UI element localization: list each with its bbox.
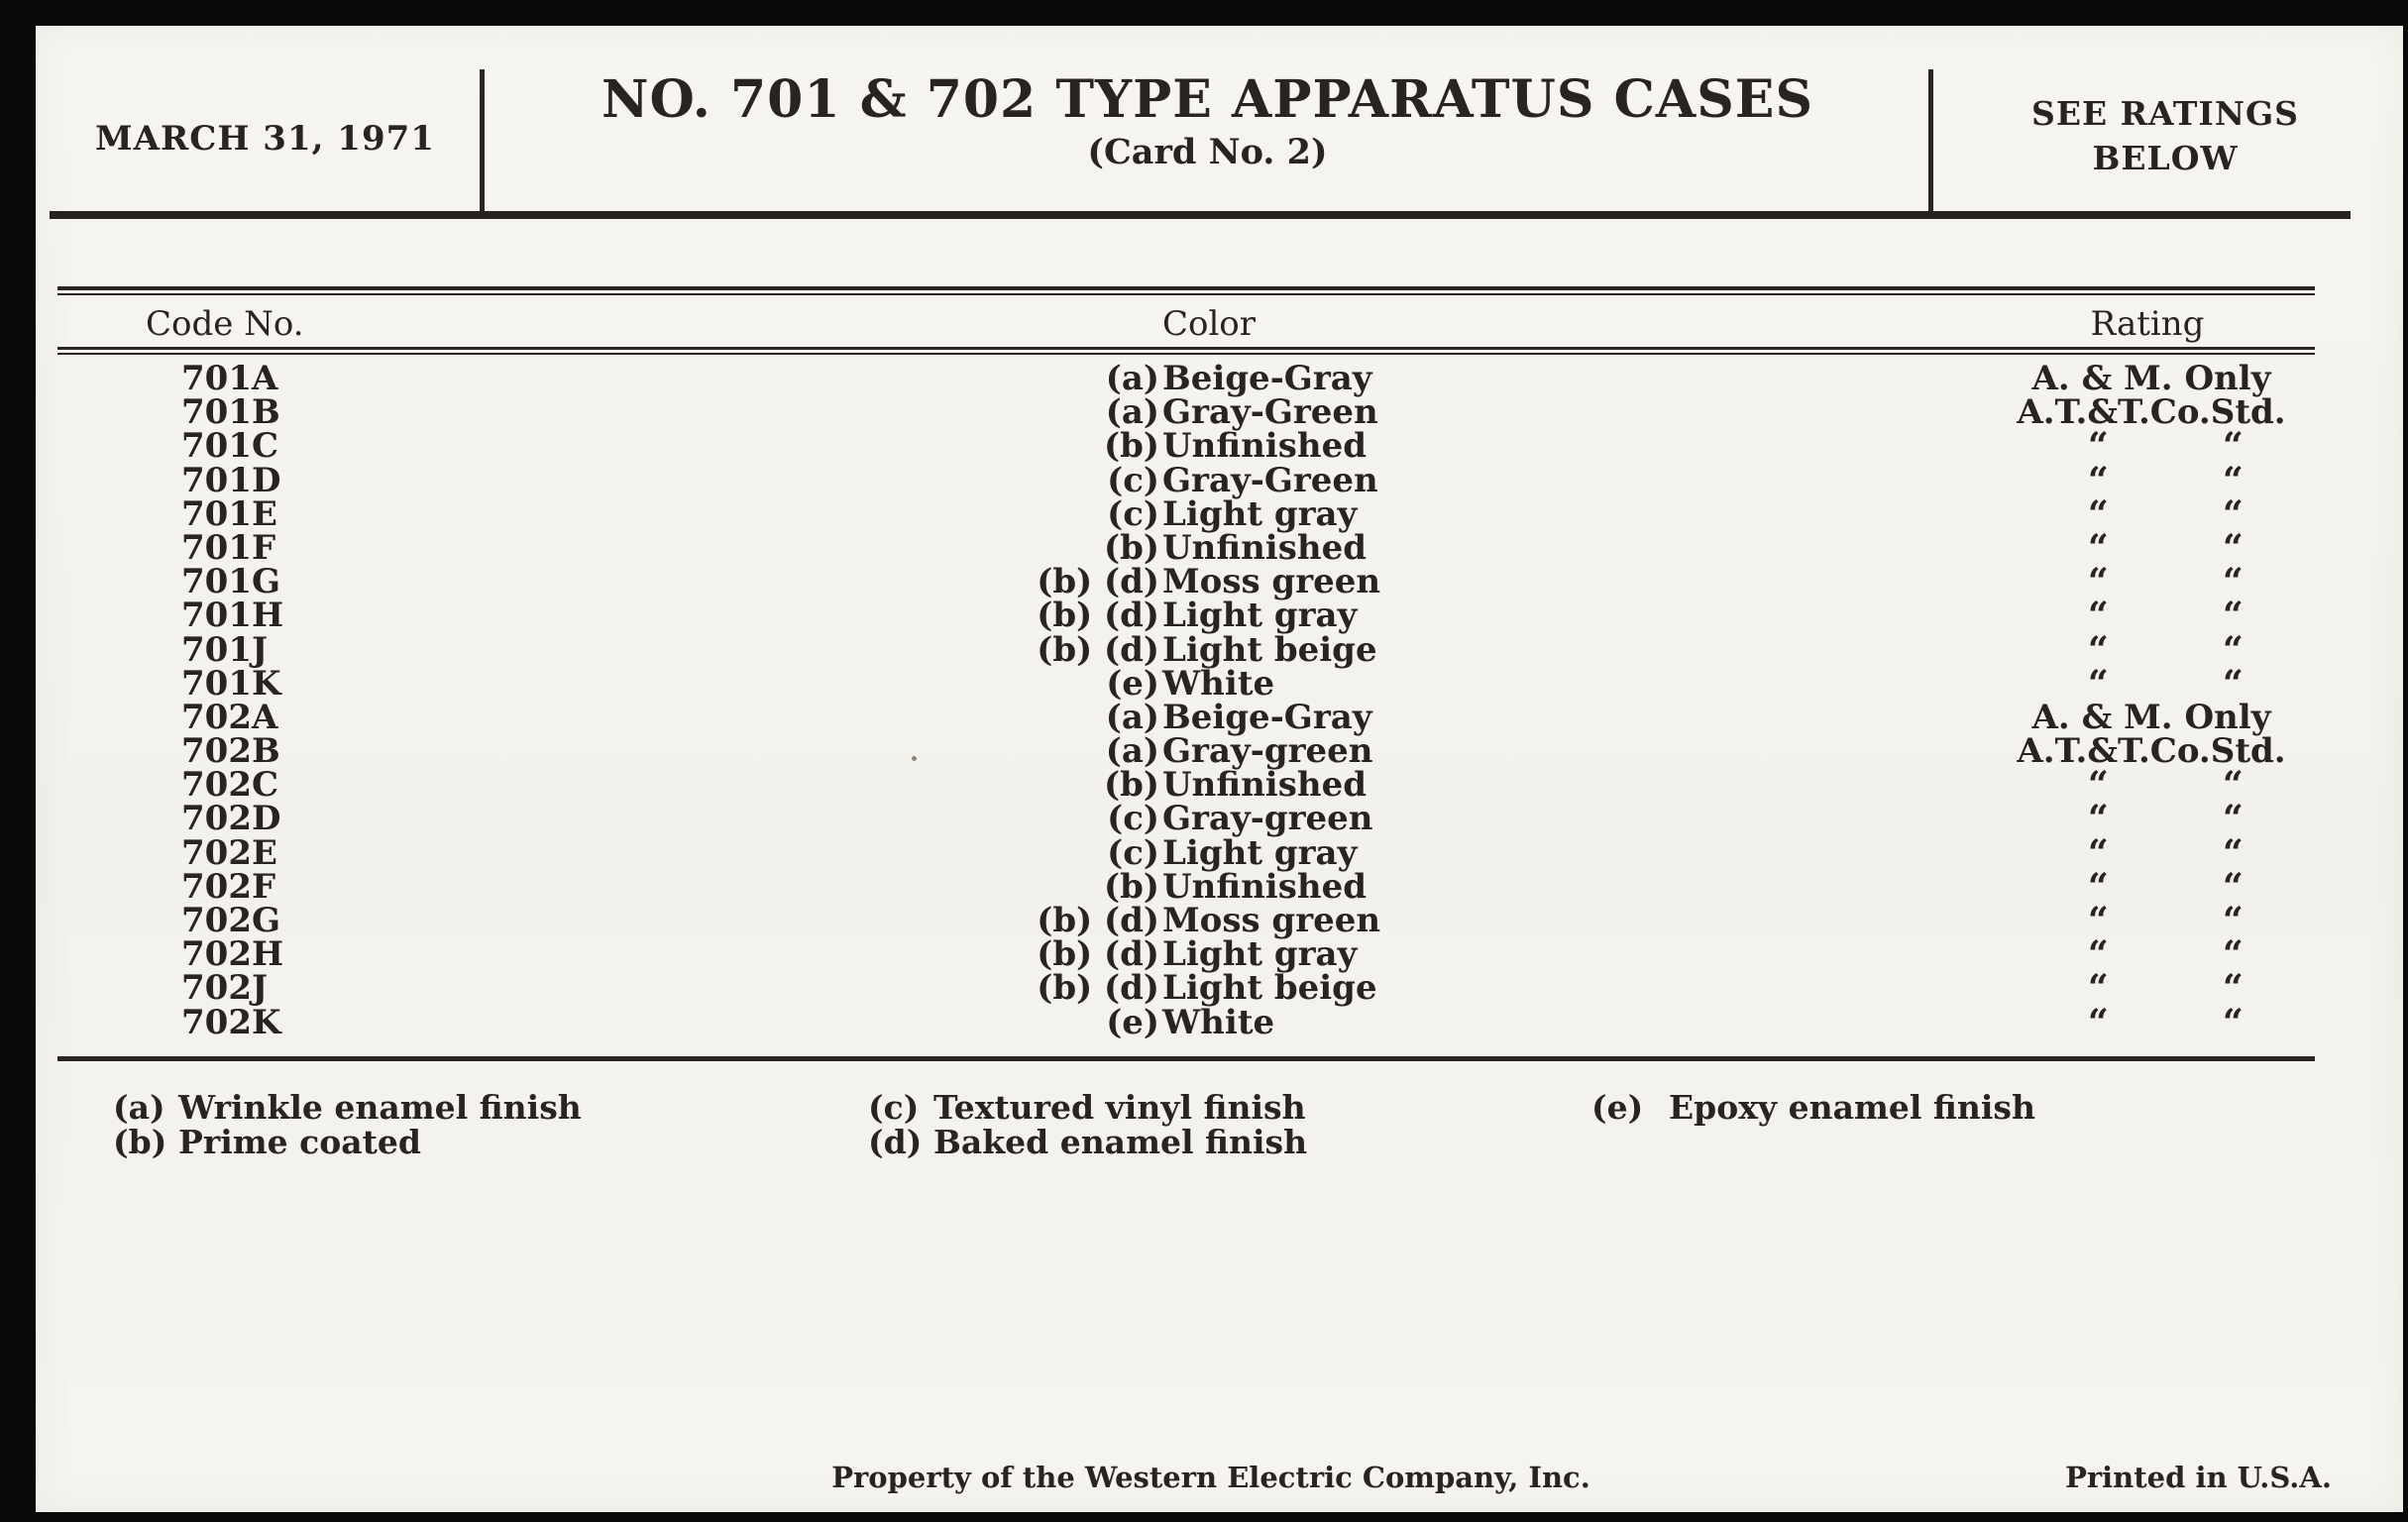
- ditto-mark: “: [2223, 1001, 2244, 1043]
- catalog-card: [36, 26, 2403, 1512]
- code-cell: 701H: [181, 596, 284, 636]
- header-rule: [50, 211, 2351, 219]
- color-cell: Gray-Green: [1162, 460, 1378, 500]
- footnote: [868, 1125, 1307, 1159]
- color-cell: Moss green: [1162, 901, 1381, 940]
- table-row: [36, 967, 2403, 1010]
- footnote: [1591, 1090, 2035, 1125]
- finish-key-cell: (c): [1107, 799, 1159, 839]
- color-cell: Gray-Green: [1162, 392, 1378, 433]
- ditto-mark: “: [2088, 1001, 2109, 1043]
- footnote-text: Epoxy enamel finish: [1669, 1088, 2035, 1127]
- code-cell: 701K: [181, 663, 281, 704]
- table-row: [36, 900, 2403, 941]
- color-cell: Moss green: [1162, 562, 1381, 602]
- color-cell: Beige-Gray: [1162, 697, 1372, 737]
- finish-key-cell: (e): [1106, 1002, 1159, 1042]
- color-cell: Unfinished: [1162, 765, 1367, 806]
- footnote-column-2: [868, 1090, 1307, 1159]
- code-cell: 702D: [181, 799, 281, 839]
- finish-key-cell: (c): [1107, 493, 1159, 534]
- ditto-mark: “: [2223, 628, 2244, 671]
- finish-key-cell: (b) (d): [1037, 596, 1159, 636]
- finish-key-cell: (a): [1105, 392, 1159, 433]
- footnote-key: (e): [1591, 1088, 1644, 1127]
- finish-key-cell: (b) (d): [1037, 968, 1159, 1009]
- footer-printed-in: Printed in U.S.A.: [2065, 1461, 2332, 1494]
- column-header-color: Color: [1161, 304, 1257, 344]
- footnote-column-1: [113, 1090, 582, 1159]
- footnote: [113, 1090, 582, 1125]
- table-top-rule: [57, 286, 2315, 295]
- finish-key-cell: (b) (d): [1037, 629, 1159, 670]
- ditto-mark: “: [2088, 595, 2109, 637]
- footnote-text: Textured vinyl finish: [933, 1088, 1306, 1127]
- color-cell: Light gray: [1162, 934, 1358, 975]
- ditto-mark: “: [2223, 798, 2244, 840]
- finish-key-cell: (b) (d): [1037, 934, 1159, 975]
- finish-key-cell: (a): [1105, 697, 1159, 737]
- ditto-mark: “: [2088, 459, 2109, 501]
- finish-key-cell: (e): [1106, 663, 1159, 704]
- color-cell: Unfinished: [1162, 866, 1367, 907]
- ditto-mark: “: [2088, 764, 2109, 807]
- footnote: [113, 1125, 582, 1159]
- table-body: [36, 359, 2403, 1043]
- code-cell: 702K: [181, 1002, 281, 1042]
- ditto-mark: “: [2088, 561, 2109, 603]
- color-cell: Light gray: [1162, 493, 1358, 534]
- ditto-mark: “: [2223, 425, 2244, 468]
- table-row: [36, 561, 2403, 603]
- code-cell: 701C: [181, 426, 279, 467]
- code-cell: 701G: [181, 562, 281, 602]
- code-cell: 701B: [181, 392, 280, 433]
- ratings-note: [1933, 91, 2397, 180]
- ratings-note-line2: BELOW: [2092, 139, 2239, 177]
- code-cell: 702F: [181, 866, 276, 907]
- ditto-mark: “: [2223, 967, 2244, 1010]
- code-cell: 701D: [181, 460, 281, 500]
- code-cell: 702H: [181, 934, 284, 975]
- table-row: [36, 697, 2403, 737]
- color-cell: Light beige: [1162, 629, 1377, 670]
- color-cell: Light gray: [1162, 832, 1358, 873]
- footnote: [868, 1090, 1307, 1125]
- rating-cell: A. & M. Only: [2031, 697, 2271, 737]
- finish-key-cell: (b) (d): [1037, 901, 1159, 940]
- table-header: [36, 306, 2403, 342]
- ditto-mark: “: [2223, 459, 2244, 501]
- ditto-mark: “: [2223, 492, 2244, 535]
- code-cell: 702G: [181, 901, 281, 940]
- ditto-mark: “: [2088, 492, 2109, 535]
- finish-key-cell: (b): [1104, 527, 1159, 568]
- ditto-mark: “: [2223, 595, 2244, 637]
- table-row: [36, 933, 2403, 976]
- table-header-rule: [57, 347, 2315, 355]
- color-cell: Gray-green: [1162, 799, 1373, 839]
- ditto-mark: “: [2088, 628, 2109, 671]
- ditto-mark: “: [2088, 425, 2109, 468]
- code-cell: 702A: [181, 697, 278, 737]
- card-date: MARCH 31, 1971: [95, 119, 435, 159]
- table-row: [36, 865, 2403, 908]
- code-cell: 702E: [181, 832, 277, 873]
- rating-cell: A.T.&T.Co.Std.: [2017, 392, 2286, 433]
- table-row: [36, 764, 2403, 807]
- table-row: [36, 662, 2403, 705]
- color-cell: Beige-Gray: [1162, 359, 1372, 398]
- ditto-mark: “: [2088, 662, 2109, 705]
- rating-cell: A.T.&T.Co.Std.: [2017, 731, 2286, 772]
- column-header-code: Code No.: [146, 304, 304, 344]
- footnote-key: (a): [113, 1088, 165, 1127]
- table-row: [36, 425, 2403, 468]
- column-header-rating: Rating: [2090, 304, 2205, 344]
- table-row: [36, 628, 2403, 671]
- ditto-mark: “: [2223, 662, 2244, 705]
- ditto-mark: “: [2223, 526, 2244, 569]
- table-bottom-rule: [57, 1056, 2315, 1061]
- ditto-mark: “: [2088, 831, 2109, 874]
- finish-key-cell: (a): [1105, 359, 1159, 398]
- footer-property-notice: Property of the Western Electric Company, Inc.: [831, 1461, 1590, 1494]
- finish-key-cell: (b): [1104, 426, 1159, 467]
- ditto-mark: “: [2088, 798, 2109, 840]
- ditto-mark: “: [2223, 764, 2244, 807]
- ditto-mark: “: [2223, 561, 2244, 603]
- footnote-key: (d): [868, 1123, 923, 1161]
- code-cell: 702C: [181, 765, 279, 806]
- color-cell: White: [1162, 663, 1275, 704]
- color-cell: Light beige: [1162, 968, 1377, 1009]
- ditto-mark: “: [2088, 933, 2109, 976]
- table-row: [36, 1001, 2403, 1043]
- ditto-mark: “: [2088, 967, 2109, 1010]
- table-row: [36, 492, 2403, 535]
- code-cell: 701F: [181, 527, 276, 568]
- rating-cell: A. & M. Only: [2031, 359, 2271, 398]
- scan-speck: [912, 756, 917, 761]
- ditto-mark: “: [2088, 526, 2109, 569]
- table-row: [36, 798, 2403, 840]
- code-cell: 701E: [181, 493, 277, 534]
- code-cell: 702B: [181, 731, 280, 772]
- footnote-key: (c): [868, 1088, 920, 1127]
- footnote-text: Wrinkle enamel finish: [178, 1088, 582, 1127]
- table-row: [36, 526, 2403, 569]
- footnote-text: Prime coated: [178, 1123, 421, 1161]
- ditto-mark: “: [2223, 865, 2244, 908]
- table-row: [36, 731, 2403, 772]
- table-row: [36, 831, 2403, 874]
- table-row: [36, 359, 2403, 398]
- table-row: [36, 595, 2403, 637]
- finish-key-cell: (c): [1107, 832, 1159, 873]
- finish-key-cell: (b): [1104, 866, 1159, 907]
- ditto-mark: “: [2223, 900, 2244, 941]
- finish-key-cell: (b): [1104, 765, 1159, 806]
- card-title: NO. 701 & 702 TYPE APPARATUS CASES: [602, 69, 1813, 130]
- ditto-mark: “: [2088, 900, 2109, 941]
- header-divider-left: [480, 69, 485, 216]
- color-cell: Light gray: [1162, 596, 1358, 636]
- color-cell: Unfinished: [1162, 527, 1367, 568]
- footnote-key: (b): [113, 1123, 167, 1161]
- ditto-mark: “: [2223, 831, 2244, 874]
- color-cell: Gray-green: [1162, 731, 1373, 772]
- ditto-mark: “: [2223, 933, 2244, 976]
- footnote-column-3: [1591, 1090, 2035, 1125]
- ditto-mark: “: [2088, 865, 2109, 908]
- finish-key-cell: (b) (d): [1037, 562, 1159, 602]
- finish-key-cell: (c): [1107, 460, 1159, 500]
- color-cell: White: [1162, 1002, 1275, 1042]
- table-row: [36, 392, 2403, 433]
- code-cell: 702J: [181, 968, 269, 1009]
- finish-key-cell: (a): [1105, 731, 1159, 772]
- title-block: [487, 69, 1928, 174]
- code-cell: 701J: [181, 629, 269, 670]
- color-cell: Unfinished: [1162, 426, 1367, 467]
- card-subtitle: (Card No. 2): [1087, 132, 1328, 172]
- code-cell: 701A: [181, 359, 278, 398]
- table-row: [36, 459, 2403, 501]
- ratings-note-line1: SEE RATINGS: [2030, 94, 2300, 133]
- footnote-text: Baked enamel finish: [933, 1123, 1308, 1161]
